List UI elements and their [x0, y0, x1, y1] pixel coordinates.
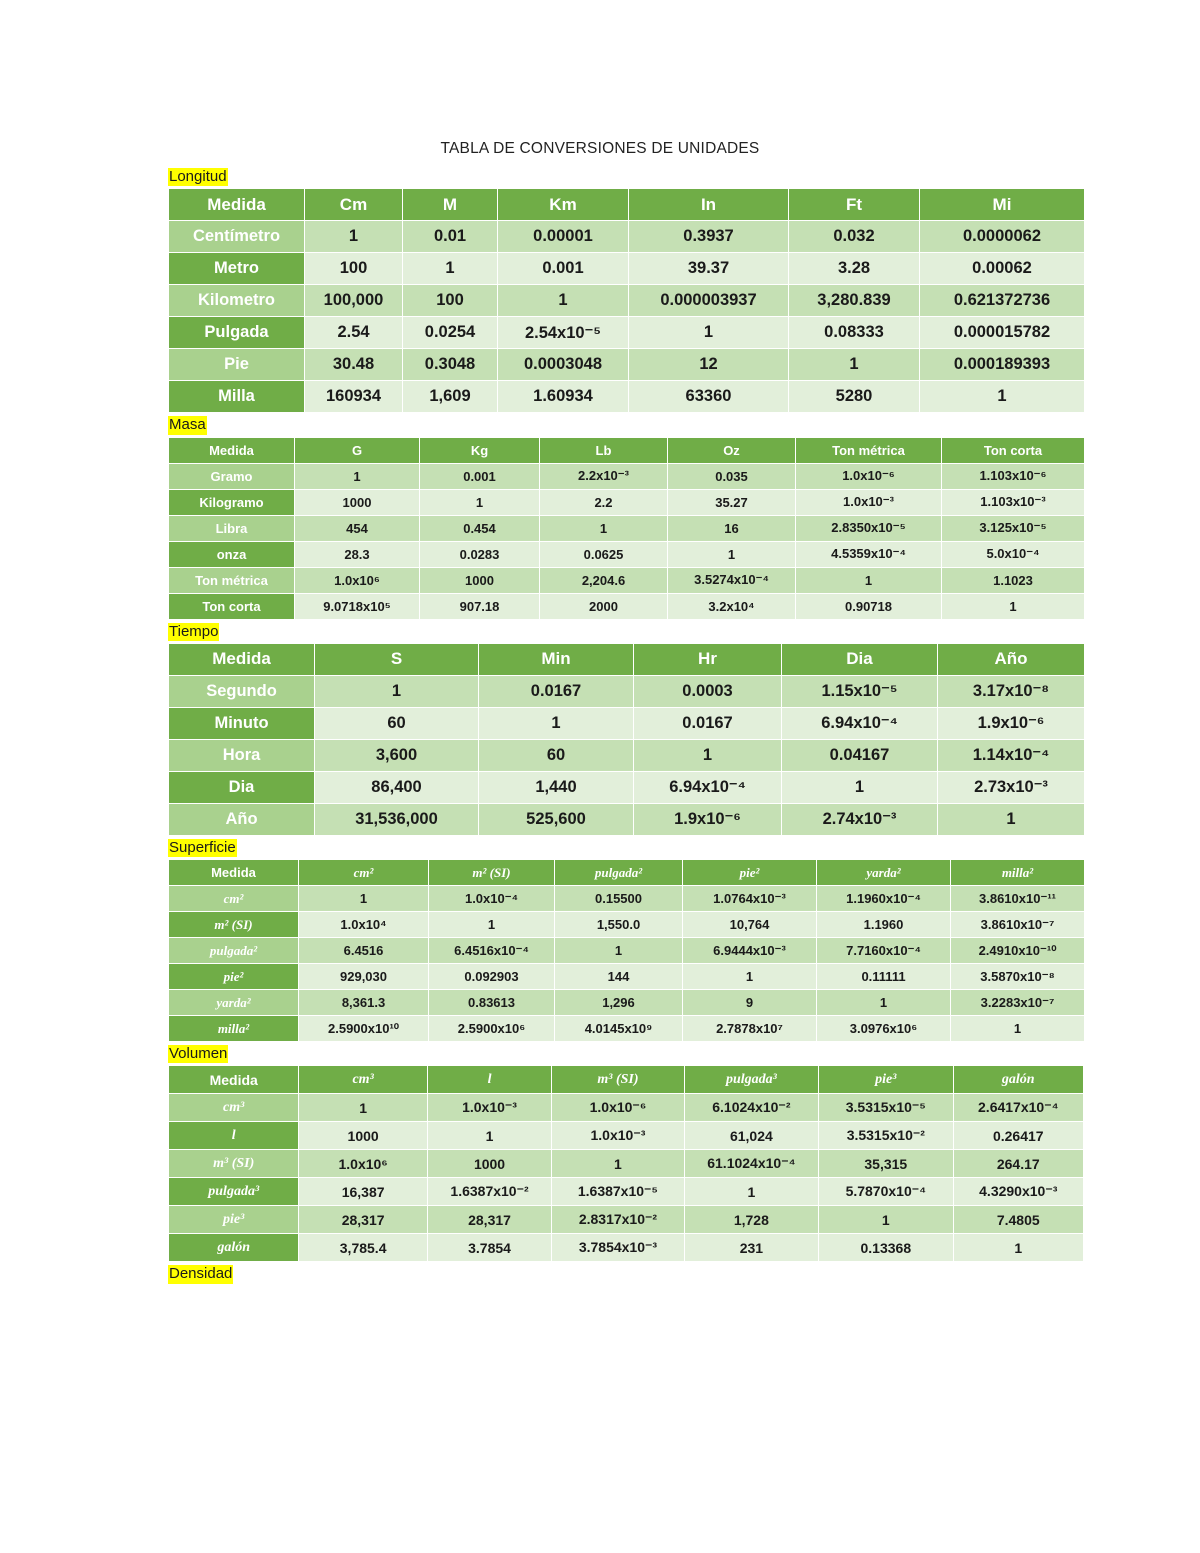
table-cell: 0.0003: [634, 675, 782, 707]
table-cell: 0.000003937: [629, 285, 789, 317]
table-row: [169, 317, 1085, 349]
table-cell: 1,440: [479, 771, 634, 803]
row-header: Dia: [169, 771, 315, 803]
table-cell: 1: [299, 1094, 427, 1122]
table-cell: 1: [942, 593, 1085, 619]
col-header: Ton métrica: [796, 437, 942, 463]
table-cell: 0.0283: [420, 541, 540, 567]
table-cell: 6.94x10⁻⁴: [782, 707, 938, 739]
table-row: [169, 349, 1085, 381]
section-label-longitud: Longitud: [169, 168, 227, 185]
row-header: pulgada²: [169, 938, 299, 964]
table-row: [169, 1178, 1084, 1206]
table-cell: 1.0x10⁻³: [796, 489, 942, 515]
table-cell: 1,296: [555, 990, 683, 1016]
table-cell: 35,315: [819, 1150, 953, 1178]
table-cell: 16: [668, 515, 796, 541]
table-row: [169, 1016, 1085, 1042]
table-cell: 2.6417x10⁻⁴: [953, 1094, 1083, 1122]
table-row: [169, 675, 1085, 707]
table-cell: 1,728: [684, 1206, 818, 1234]
col-header: Año: [938, 643, 1085, 675]
table-cell: 1: [295, 463, 420, 489]
table-cell: 1000: [420, 567, 540, 593]
table-row: [169, 253, 1085, 285]
table-cell: 0.0003048: [498, 349, 629, 381]
table-cell: 2000: [540, 593, 668, 619]
table-cell: 0.001: [420, 463, 540, 489]
table-cell: 0.035: [668, 463, 796, 489]
table-cell: 0.001: [498, 253, 629, 285]
table-cell: 12: [629, 349, 789, 381]
row-header: Pulgada: [169, 317, 305, 349]
table-cell: 61.1024x10⁻⁴: [684, 1150, 818, 1178]
table-cell: 0.15500: [555, 886, 683, 912]
table-cell: 160934: [305, 381, 403, 413]
table-row: [169, 771, 1085, 803]
table-cell: 907.18: [420, 593, 540, 619]
row-header: Minuto: [169, 707, 315, 739]
table-cell: 4.0145x10⁹: [555, 1016, 683, 1042]
table-cell: 30.48: [305, 349, 403, 381]
table-cell: 0.454: [420, 515, 540, 541]
table-cell: 0.0000062: [920, 221, 1085, 253]
col-header: In: [629, 189, 789, 221]
col-header: yarda²: [817, 860, 951, 886]
table-cell: 1.14x10⁻⁴: [938, 739, 1085, 771]
table-cell: 1.0764x10⁻³: [683, 886, 817, 912]
row-header: Hora: [169, 739, 315, 771]
col-header: Medida: [169, 860, 299, 886]
col-header: pulgada²: [555, 860, 683, 886]
col-header: m³ (SI): [552, 1066, 684, 1094]
table-cell: 2.2: [540, 489, 668, 515]
table-cell: 1.6387x10⁻⁵: [552, 1178, 684, 1206]
table-cell: 3.5274x10⁻⁴: [668, 567, 796, 593]
table-cell: 28,317: [299, 1206, 427, 1234]
table-cell: 39.37: [629, 253, 789, 285]
table-cell: 61,024: [684, 1122, 818, 1150]
col-header: Medida: [169, 643, 315, 675]
table-row: [169, 1150, 1084, 1178]
section-label-volumen: Volumen: [169, 1045, 228, 1063]
col-header: m² (SI): [429, 860, 555, 886]
table-cell: 100,000: [305, 285, 403, 317]
table-cell: 1.0x10⁶: [299, 1150, 427, 1178]
table-cell: 10,764: [683, 912, 817, 938]
table-cell: 1: [555, 938, 683, 964]
row-header: pie²: [169, 964, 299, 990]
table-cell: 1: [684, 1178, 818, 1206]
table-cell: 1.6387x10⁻²: [427, 1178, 551, 1206]
table-volumen: [168, 1065, 1084, 1262]
table-cell: 3.17x10⁻⁸: [938, 675, 1085, 707]
table-cell: 1: [420, 489, 540, 515]
table-cell: 3.8610x10⁻⁷: [951, 912, 1085, 938]
table-cell: 0.3048: [403, 349, 498, 381]
table-cell: 4.3290x10⁻³: [953, 1178, 1083, 1206]
table-row: [169, 221, 1085, 253]
table-cell: 1.103x10⁻³: [942, 489, 1085, 515]
table-cell: 1.0x10⁻⁶: [796, 463, 942, 489]
col-header: Ton corta: [942, 437, 1085, 463]
row-header: Libra: [169, 515, 295, 541]
table-cell: 231: [684, 1234, 818, 1262]
table-cell: 0.3937: [629, 221, 789, 253]
table-cell: 0.08333: [789, 317, 920, 349]
row-header: Kilometro: [169, 285, 305, 317]
table-cell: 1: [540, 515, 668, 541]
table-cell: 2.5900x10⁶: [429, 1016, 555, 1042]
row-header: cm³: [169, 1094, 299, 1122]
col-header: l: [427, 1066, 551, 1094]
col-header: Mi: [920, 189, 1085, 221]
table-row: [169, 1094, 1084, 1122]
table-row: [169, 886, 1085, 912]
row-header: yarda²: [169, 990, 299, 1016]
table-cell: 0.000015782: [920, 317, 1085, 349]
table-cell: 1: [817, 990, 951, 1016]
table-masa: [168, 437, 1085, 620]
table-cell: 16,387: [299, 1178, 427, 1206]
table-cell: 1000: [427, 1150, 551, 1178]
table-cell: 6.94x10⁻⁴: [634, 771, 782, 803]
table-cell: 1000: [295, 489, 420, 515]
table-cell: 1: [634, 739, 782, 771]
table-cell: 1: [403, 253, 498, 285]
table-cell: 31,536,000: [315, 803, 479, 835]
table-cell: 9.0718x10⁵: [295, 593, 420, 619]
table-row: [169, 381, 1085, 413]
table-cell: 1: [782, 771, 938, 803]
table-cell: 28,317: [427, 1206, 551, 1234]
table-cell: 1.0x10⁻³: [552, 1122, 684, 1150]
table-row: [169, 964, 1085, 990]
col-header: cm³: [299, 1066, 427, 1094]
col-header: Medida: [169, 189, 305, 221]
table-cell: 1.0x10⁻⁴: [429, 886, 555, 912]
table-cell: 6.9444x10⁻³: [683, 938, 817, 964]
table-cell: 3.125x10⁻⁵: [942, 515, 1085, 541]
table-header-row: [169, 189, 1085, 221]
table-row: [169, 541, 1085, 567]
col-header: Lb: [540, 437, 668, 463]
table-cell: 3.5315x10⁻²: [819, 1122, 953, 1150]
table-cell: 60: [315, 707, 479, 739]
table-cell: 1.0x10⁻³: [427, 1094, 551, 1122]
table-cell: 3.7854: [427, 1234, 551, 1262]
table-cell: 2.4910x10⁻¹⁰: [951, 938, 1085, 964]
col-header: Km: [498, 189, 629, 221]
col-header: milla²: [951, 860, 1085, 886]
row-header: Año: [169, 803, 315, 835]
section-label-superficie: Superficie: [169, 838, 236, 856]
col-header: Cm: [305, 189, 403, 221]
table-cell: 1,609: [403, 381, 498, 413]
table-cell: 1: [629, 317, 789, 349]
table-cell: 1.103x10⁻⁶: [942, 463, 1085, 489]
table-cell: 929,030: [299, 964, 429, 990]
col-header: Hr: [634, 643, 782, 675]
table-cell: 3,600: [315, 739, 479, 771]
table-row: [169, 739, 1085, 771]
table-cell: 1.60934: [498, 381, 629, 413]
row-header: Kilogramo: [169, 489, 295, 515]
section-label-masa: Masa: [169, 416, 206, 434]
table-header-row: [169, 1066, 1084, 1094]
table-cell: 1.0x10⁶: [295, 567, 420, 593]
table-cell: 525,600: [479, 803, 634, 835]
table-cell: 144: [555, 964, 683, 990]
table-cell: 7.7160x10⁻⁴: [817, 938, 951, 964]
table-cell: 0.11111: [817, 964, 951, 990]
table-cell: 1: [683, 964, 817, 990]
col-header: Oz: [668, 437, 796, 463]
table-cell: 1: [479, 707, 634, 739]
table-row: [169, 1234, 1084, 1262]
page-title: TABLA DE CONVERSIONES DE UNIDADES: [440, 140, 760, 157]
row-header: cm²: [169, 886, 299, 912]
table-cell: 2.73x10⁻³: [938, 771, 1085, 803]
table-cell: 1: [819, 1206, 953, 1234]
table-cell: 1.15x10⁻⁵: [782, 675, 938, 707]
table-cell: 2.8350x10⁻⁵: [796, 515, 942, 541]
row-header: Segundo: [169, 675, 315, 707]
table-cell: 60: [479, 739, 634, 771]
table-cell: 1: [315, 675, 479, 707]
table-superficie: [168, 859, 1085, 1042]
table-cell: 1: [299, 886, 429, 912]
table-cell: 6.4516x10⁻⁴: [429, 938, 555, 964]
table-header-row: [169, 860, 1085, 886]
table-cell: 2.74x10⁻³: [782, 803, 938, 835]
col-header: Min: [479, 643, 634, 675]
table-cell: 3.8610x10⁻¹¹: [951, 886, 1085, 912]
col-header: Medida: [169, 437, 295, 463]
table-longitud: [168, 188, 1085, 413]
col-header: Medida: [169, 1066, 299, 1094]
col-header: galón: [953, 1066, 1083, 1094]
col-header: M: [403, 189, 498, 221]
table-cell: 6.4516: [299, 938, 429, 964]
row-header: Milla: [169, 381, 305, 413]
table-cell: 3,280.839: [789, 285, 920, 317]
table-row: [169, 1122, 1084, 1150]
table-cell: 0.00062: [920, 253, 1085, 285]
table-cell: 1.1960: [817, 912, 951, 938]
table-cell: 264.17: [953, 1150, 1083, 1178]
table-cell: 1: [429, 912, 555, 938]
table-cell: 0.092903: [429, 964, 555, 990]
col-header: cm²: [299, 860, 429, 886]
table-cell: 0.0254: [403, 317, 498, 349]
table-cell: 1.9x10⁻⁶: [938, 707, 1085, 739]
table-cell: 2.8317x10⁻²: [552, 1206, 684, 1234]
row-header: Centímetro: [169, 221, 305, 253]
table-row: [169, 515, 1085, 541]
table-cell: 1.1960x10⁻⁴: [817, 886, 951, 912]
table-header-row: [169, 437, 1085, 463]
row-header: Ton corta: [169, 593, 295, 619]
table-row: [169, 1206, 1084, 1234]
table-cell: 3.5315x10⁻⁵: [819, 1094, 953, 1122]
col-header: pie³: [819, 1066, 953, 1094]
table-cell: 0.621372736: [920, 285, 1085, 317]
table-cell: 5.7870x10⁻⁴: [819, 1178, 953, 1206]
table-cell: 0.04167: [782, 739, 938, 771]
table-cell: 0.00001: [498, 221, 629, 253]
row-header: Metro: [169, 253, 305, 285]
table-cell: 3.0976x10⁶: [817, 1016, 951, 1042]
col-header: G: [295, 437, 420, 463]
table-cell: 6.1024x10⁻²: [684, 1094, 818, 1122]
table-cell: 3.2x10⁴: [668, 593, 796, 619]
table-cell: 1.0x10⁻⁶: [552, 1094, 684, 1122]
table-cell: 28.3: [295, 541, 420, 567]
table-cell: 3.2283x10⁻⁷: [951, 990, 1085, 1016]
table-header-row: [169, 643, 1085, 675]
table-row: [169, 912, 1085, 938]
table-cell: 100: [305, 253, 403, 285]
row-header: pulgada³: [169, 1178, 299, 1206]
table-row: [169, 938, 1085, 964]
row-header: pie³: [169, 1206, 299, 1234]
table-cell: 3.7854x10⁻³: [552, 1234, 684, 1262]
table-row: [169, 567, 1085, 593]
col-header: Dia: [782, 643, 938, 675]
col-header: Ft: [789, 189, 920, 221]
row-header: Ton métrica: [169, 567, 295, 593]
table-row: [169, 285, 1085, 317]
tables-container: [168, 168, 1088, 1286]
table-cell: 86,400: [315, 771, 479, 803]
section-label-tiempo: Tiempo: [169, 622, 219, 640]
table-cell: 0.90718: [796, 593, 942, 619]
table-row: [169, 707, 1085, 739]
table-row: [169, 593, 1085, 619]
table-cell: 63360: [629, 381, 789, 413]
table-cell: 1.9x10⁻⁶: [634, 803, 782, 835]
table-cell: 1: [305, 221, 403, 253]
table-cell: 7.4805: [953, 1206, 1083, 1234]
table-cell: 0.0625: [540, 541, 668, 567]
table-cell: 1: [796, 567, 942, 593]
table-row: [169, 463, 1085, 489]
table-cell: 9: [683, 990, 817, 1016]
row-header: Pie: [169, 349, 305, 381]
table-row: [169, 489, 1085, 515]
table-cell: 1000: [299, 1122, 427, 1150]
col-header: S: [315, 643, 479, 675]
table-cell: 2,204.6: [540, 567, 668, 593]
table-cell: 8,361.3: [299, 990, 429, 1016]
table-cell: 2.54: [305, 317, 403, 349]
col-header: pulgada³: [684, 1066, 818, 1094]
row-header: l: [169, 1122, 299, 1150]
table-cell: 1,550.0: [555, 912, 683, 938]
table-cell: 0.0167: [634, 707, 782, 739]
row-header: m² (SI): [169, 912, 299, 938]
table-cell: 0.26417: [953, 1122, 1083, 1150]
table-cell: 0.032: [789, 221, 920, 253]
table-cell: 3,785.4: [299, 1234, 427, 1262]
table-cell: 5280: [789, 381, 920, 413]
table-cell: 1: [953, 1234, 1083, 1262]
table-cell: 1.1023: [942, 567, 1085, 593]
table-cell: 2.5900x10¹⁰: [299, 1016, 429, 1042]
table-cell: 454: [295, 515, 420, 541]
table-cell: 1: [951, 1016, 1085, 1042]
table-cell: 3.5870x10⁻⁸: [951, 964, 1085, 990]
table-cell: 1.0x10⁴: [299, 912, 429, 938]
row-header: m³ (SI): [169, 1150, 299, 1178]
table-cell: 1: [552, 1150, 684, 1178]
table-cell: 1: [427, 1122, 551, 1150]
table-cell: 0.0167: [479, 675, 634, 707]
table-cell: 2.7878x10⁷: [683, 1016, 817, 1042]
row-header: milla²: [169, 1016, 299, 1042]
table-cell: 1: [920, 381, 1085, 413]
col-header: pie²: [683, 860, 817, 886]
row-header: galón: [169, 1234, 299, 1262]
row-header: Gramo: [169, 463, 295, 489]
table-cell: 0.01: [403, 221, 498, 253]
table-cell: 1: [498, 285, 629, 317]
table-cell: 0.83613: [429, 990, 555, 1016]
table-cell: 1: [938, 803, 1085, 835]
table-row: [169, 803, 1085, 835]
table-cell: 1: [789, 349, 920, 381]
section-label-densidad: Densidad: [169, 1265, 233, 1283]
table-cell: 3.28: [789, 253, 920, 285]
table-cell: 35.27: [668, 489, 796, 515]
table-cell: 2.2x10⁻³: [540, 463, 668, 489]
table-cell: 5.0x10⁻⁴: [942, 541, 1085, 567]
table-cell: 100: [403, 285, 498, 317]
table-cell: 0.13368: [819, 1234, 953, 1262]
row-header: onza: [169, 541, 295, 567]
table-cell: 0.000189393: [920, 349, 1085, 381]
table-tiempo: [168, 643, 1085, 836]
table-cell: 2.54x10⁻⁵: [498, 317, 629, 349]
col-header: Kg: [420, 437, 540, 463]
table-cell: 1: [668, 541, 796, 567]
table-row: [169, 990, 1085, 1016]
table-cell: 4.5359x10⁻⁴: [796, 541, 942, 567]
